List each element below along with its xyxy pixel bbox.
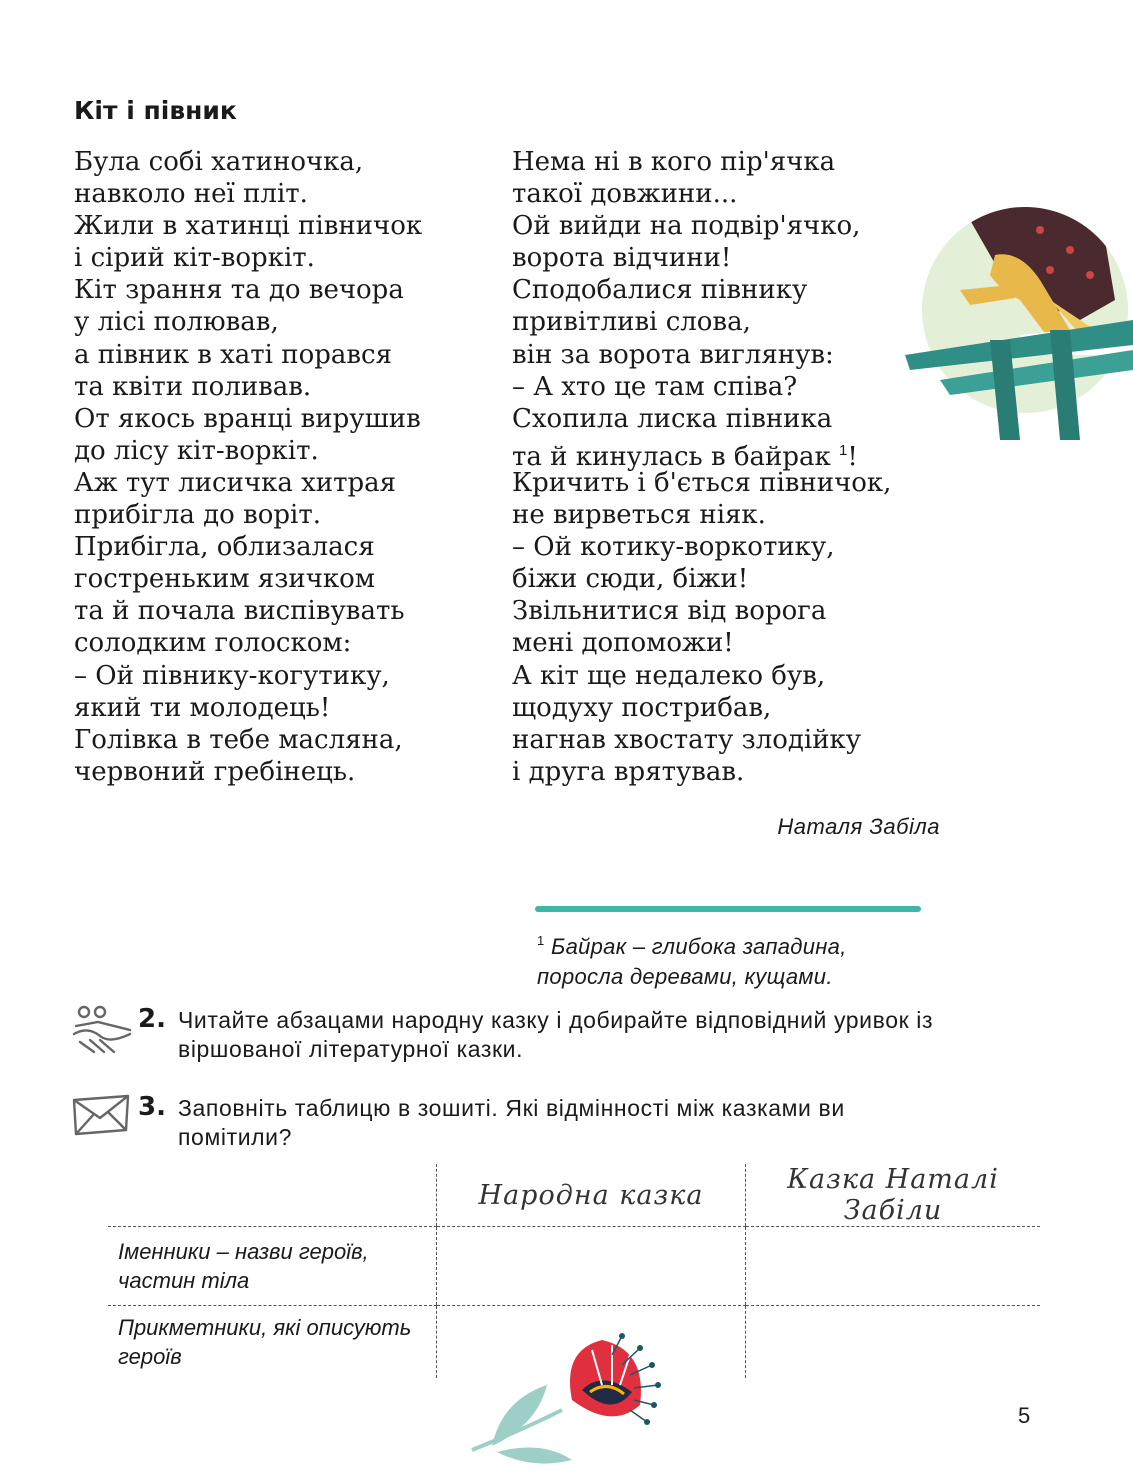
poem-line-text: і друга врятував. [512,756,745,787]
poem-line [512,371,891,403]
table-row [108,1227,1040,1306]
footnote-divider [535,906,921,912]
fox-illustration [900,180,1133,440]
poem-line [512,306,891,338]
poem-line-text: Кіт зрання та до вечора [74,275,404,306]
table-cell [746,1306,1041,1379]
poem-line [74,724,422,756]
poem-line [512,563,891,595]
poem-line-text: Ой вийди на подвір'ячко, [512,211,861,242]
poem-line-text: Нема ні в кого пір'ячка [512,147,836,177]
poem-line-text: Кричить і б'ється півничок, [512,467,892,498]
task-2-number: 2. [138,1004,166,1034]
poem-line [74,499,422,531]
poem-line [74,467,422,499]
table-row-label: Прикметники, які описують героїв [118,1315,412,1369]
poem-line [74,274,422,306]
poem-line [74,178,422,210]
poem-line [512,595,891,627]
poem-line [512,146,891,178]
poem-line-text: і сірий кіт-воркіт. [74,243,315,274]
poem-line [512,210,891,242]
poem-line [512,274,891,306]
poem-line [74,146,422,178]
poem-right-column [512,146,891,788]
envelope-icon [70,1092,132,1138]
poem-line-text: такої довжини... [512,179,738,210]
poem-line-text: біжи сюди, біжи! [512,564,749,595]
poem-line [74,692,422,724]
poem-line [74,756,422,788]
poem-line-text: Була собі хатиночка, [74,147,364,177]
poem-line-text: нагнав хвостату злодійку [512,724,862,755]
poem-line-text: навколо неї пліт. [74,179,308,210]
table-header-row [108,1164,1040,1227]
poem-line [74,339,422,371]
footnote-text: Байрак – глибока западина, поросла деревами, кущами. [537,934,847,989]
table-cell [746,1227,1041,1306]
table-cell [437,1227,746,1306]
poem-line [512,531,891,563]
poem-line [74,242,422,274]
poem-line-text: який ти молодець! [74,692,331,723]
poem-line-text: Голівка в тебе масляна, [74,724,403,755]
poem-line-text: А кіт ще недалеко був, [512,660,826,691]
poem-line-text: та й почала виспівувать [74,596,405,627]
poem-line-text: – Ой котику-воркотику, [512,532,835,563]
poem-line-text: до лісу кіт-воркіт. [74,435,319,466]
poem-line [74,435,422,467]
poem-line [74,371,422,403]
poem-line [512,627,891,659]
poem-line [74,563,422,595]
poem-line [74,660,422,692]
flower-ornament [462,1330,682,1474]
poem-line [74,306,422,338]
poem-line-text: солодким голоском: [74,628,352,659]
poem-line-text: він за ворота виглянув: [512,339,834,370]
task-3-number: 3. [138,1092,166,1122]
table-row-label: Іменники – назви героїв, частин тіла [108,1227,437,1306]
table-header-empty [108,1164,437,1227]
page-title: Кіт і півник [74,96,237,125]
poem-line-text: та квіти поливав. [74,371,312,402]
poem-line [74,627,422,659]
poem-line-text: ворота відчини! [512,243,732,274]
footnote-marker: 1 [537,933,545,948]
poem-line-text: гостреньким язичком [74,564,376,595]
poem-line-text: а півник в хаті порався [74,339,392,370]
poem-line-text: не вирветься ніяк. [512,500,766,531]
poem-line-text: Аж тут лисичка хитрая [74,467,397,498]
poem-line-text: та й кинулась в байрак [512,441,831,472]
poem-line-text: мені допоможи! [512,628,734,659]
poem-line [512,660,891,692]
poem-line-text: у лісі полював, [74,307,279,338]
footnote [537,926,937,992]
poem-line-text: Жили в хатинці півничок [74,211,423,242]
poem-line-text: Сподобалися півнику [512,275,808,306]
poem-line-text: От якось вранці вирушив [74,403,421,434]
poem-line [512,467,891,499]
poem-line-text: привітливі слова, [512,307,751,338]
poem-line-text: Схопила лиска півника [512,403,833,434]
poem-line [512,499,891,531]
poem-line-text: прибігла до воріт. [74,500,321,531]
poem-line [74,210,422,242]
poem-line [512,403,891,435]
poem-line [512,178,891,210]
poem-line [74,531,422,563]
poem-line [512,435,891,472]
poem-line-text: Звільнитися від ворога [512,596,827,627]
poem-line [74,403,422,435]
poem-line-text: – А хто це там співа? [512,371,798,402]
poem-line [512,756,891,788]
poem-line-text: щодуху пострибав, [512,692,772,723]
poem-left-column [74,146,422,788]
poem-line [74,595,422,627]
table-header-folk-tale: Народна казка [437,1164,746,1227]
poem-author: Наталя Забіла [777,814,940,839]
pair-work-icon [70,1004,136,1060]
poem-line [512,242,891,274]
table-header-zabila-tale: Казка Наталі Забіли [746,1164,1041,1227]
poem-line-text: Прибігла, облизалася [74,532,375,563]
poem-line-text: червоний гребінець. [74,756,356,787]
task-3-text: Заповніть таблицю в зошиті. Які відмінності між казками ви помітили? [178,1095,845,1150]
poem-line [512,692,891,724]
poem-line-punctuation: ! [847,441,858,472]
task-2-text: Читайте абзацами народну казку і добирайте відповідний уривок із віршованої літературної казки. [178,1007,934,1062]
footnote-reference[interactable]: 1 [839,441,848,459]
poem-line-text: – Ой півнику-когутику, [74,660,390,691]
page-number: 5 [1018,1403,1031,1428]
poem-line [512,724,891,756]
poem-line [512,339,891,371]
